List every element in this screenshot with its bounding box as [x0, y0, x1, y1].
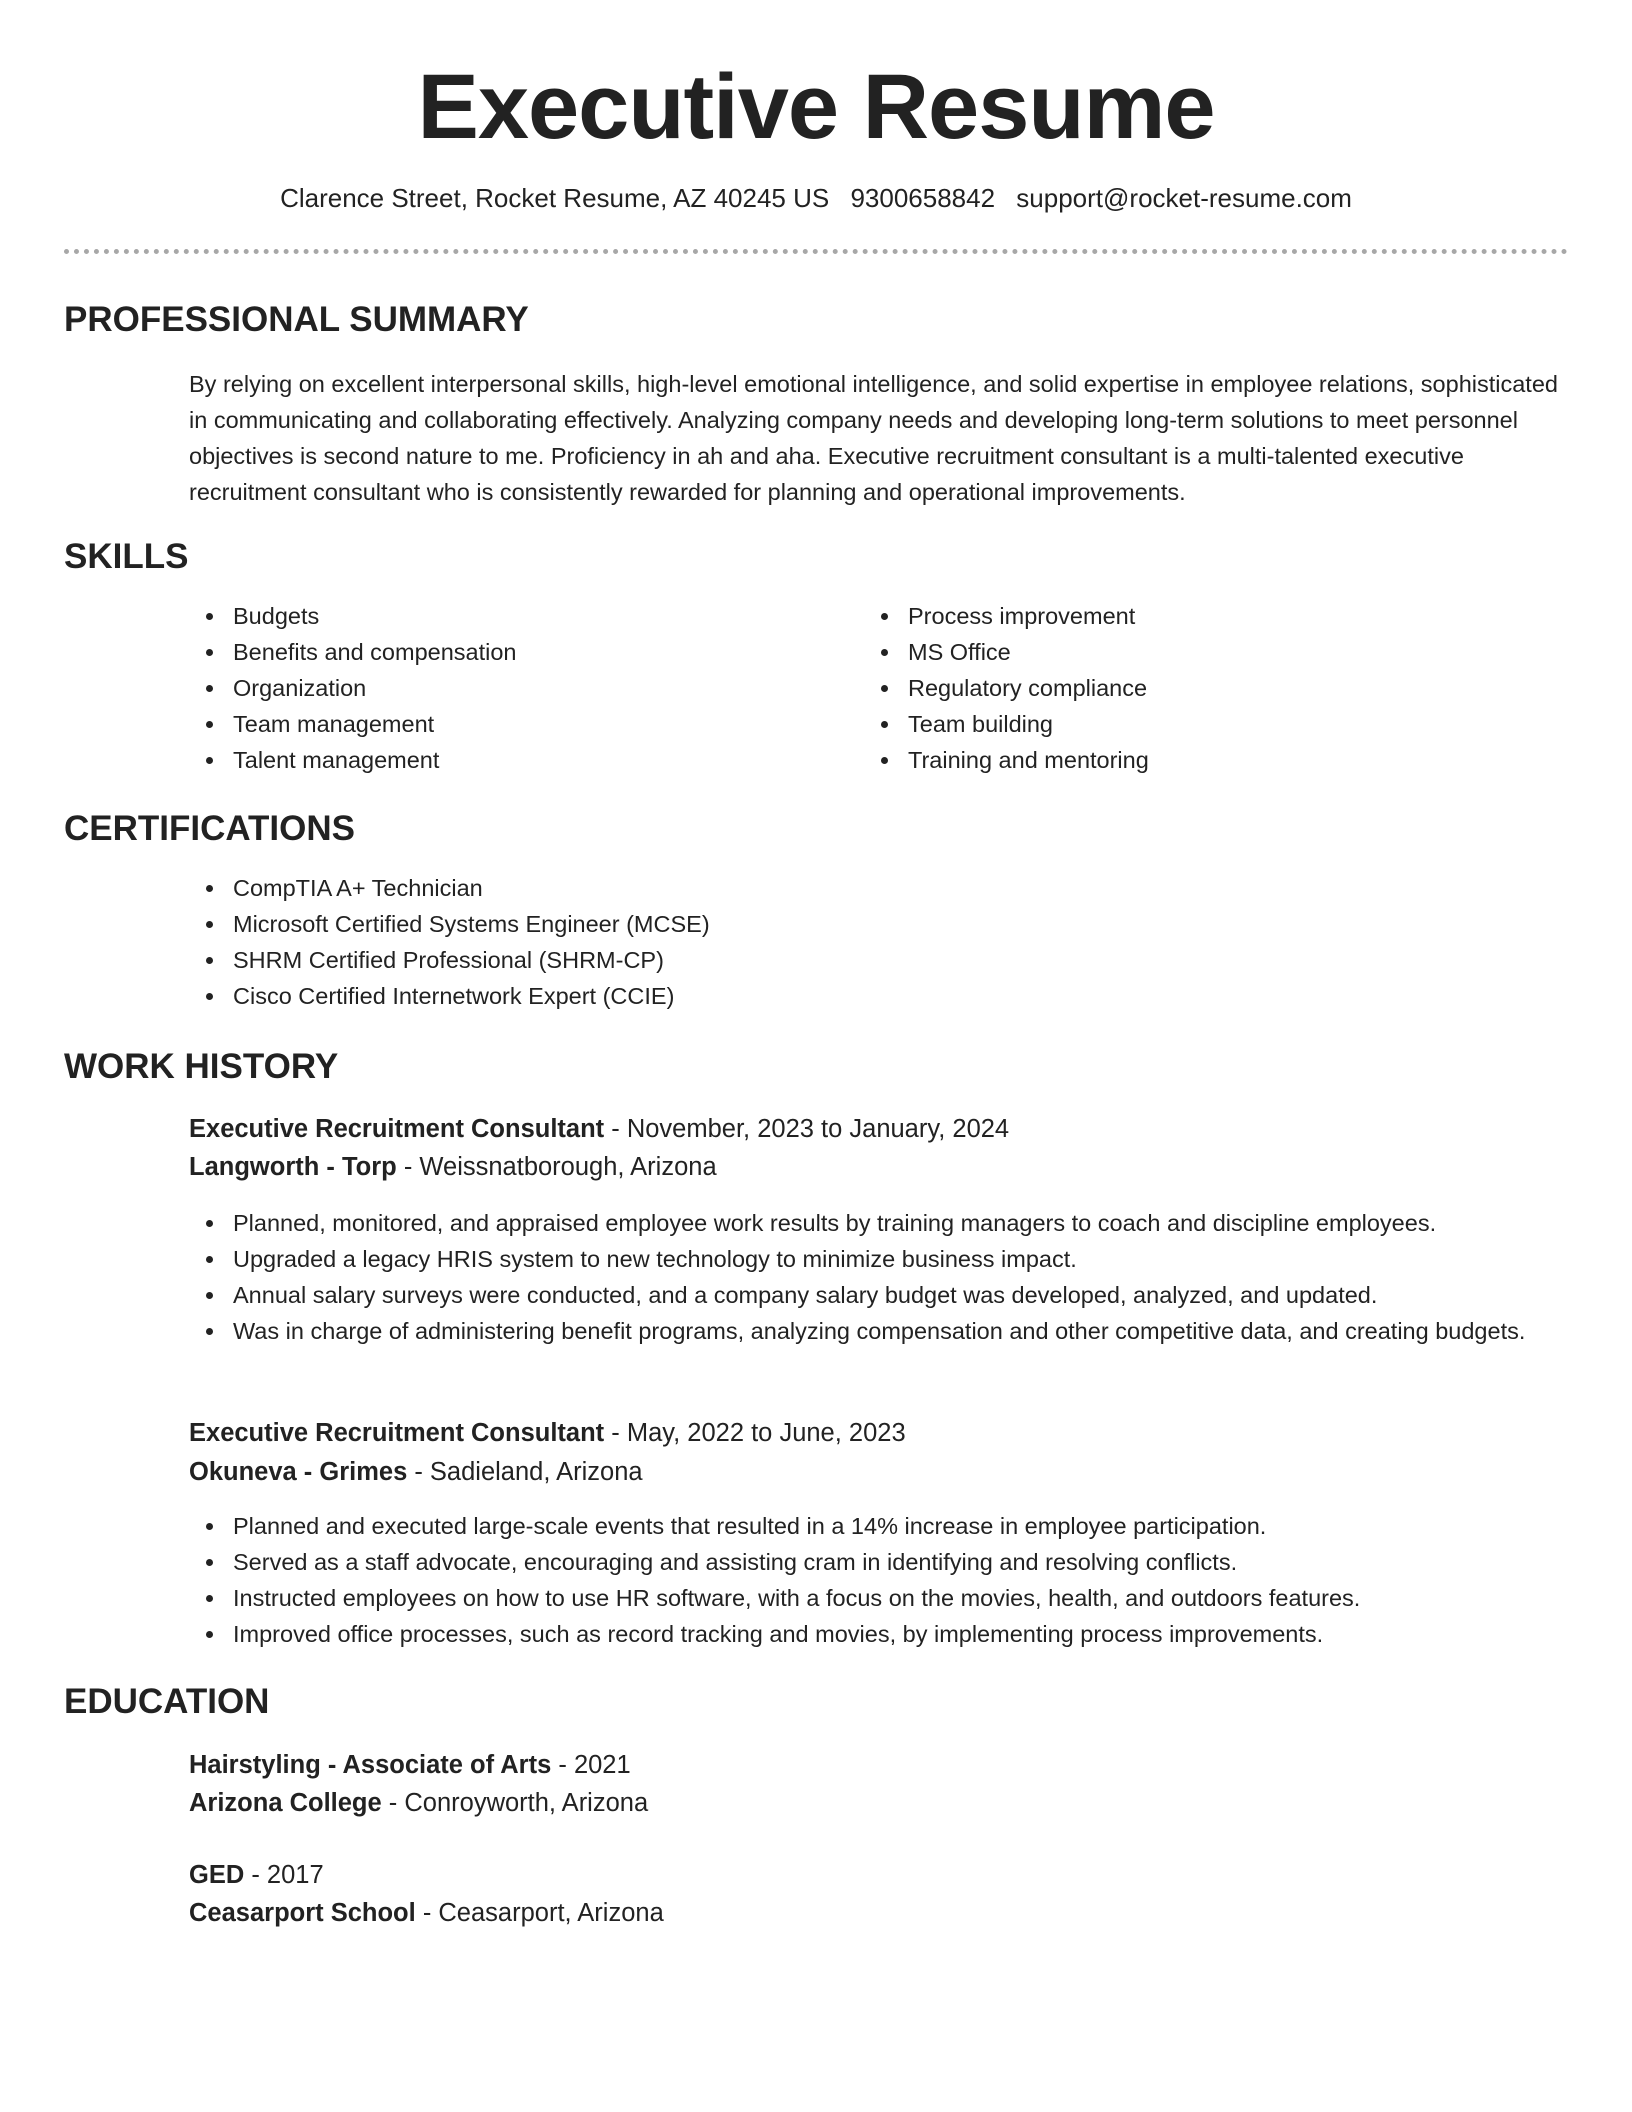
skills-list-right [864, 598, 1504, 778]
job-bullet: Upgraded a legacy HRIS system to new technology to minimize business impact. [189, 1241, 1567, 1277]
skill-item: Talent management [189, 742, 829, 778]
job-location: - Weissnatborough, Arizona [396, 1153, 717, 1181]
education-location: - Conroyworth, Arizona [381, 1789, 649, 1817]
job-bullet: Instructed employees on how to use HR software, with a focus on the movies, health, and outdoors features. [189, 1580, 1567, 1616]
skill-item: Training and mentoring [864, 742, 1504, 778]
summary-text: By relying on excellent interpersonal skills, high-level emotional intelligence, and solid expertise in employee relations, sophisticated in communicating and collaborating effectively. Analyzing company needs and developing long-term solutions to meet personnel objectives is second nature to me. Proficiency in ah and aha. Executive recruitment consultant is a multi-talented executive recruitment consultant who is consistently rewarded for planning and operational improvements. [189, 371, 1558, 505]
job-bullet: Served as a staff advocate, encouraging and assisting cram in identifying and resolving conflicts. [189, 1544, 1567, 1580]
skill-item: Organization [189, 670, 829, 706]
job-title-line [189, 1414, 906, 1452]
resume-name: Executive Resume [417, 56, 1215, 158]
certification-item: Cisco Certified Internetwork Expert (CCIE) [189, 978, 1189, 1014]
education-degree: GED [189, 1861, 245, 1889]
skill-item: MS Office [864, 634, 1504, 670]
section-title-education: EDUCATION [64, 1682, 270, 1721]
skill-item: Process improvement [864, 598, 1504, 634]
job-dates: - November, 2023 to January, 2024 [604, 1115, 1010, 1143]
skill-item: Benefits and compensation [189, 634, 829, 670]
section-title-skills: SKILLS [64, 537, 189, 576]
job-bullets [189, 1508, 1567, 1652]
education-degree-line [189, 1856, 324, 1894]
education-school-line [189, 1894, 664, 1932]
skill-item: Regulatory compliance [864, 670, 1504, 706]
job-company-line [189, 1453, 643, 1491]
education-degree: Hairstyling - Associate of Arts [189, 1751, 552, 1779]
contact-line [0, 180, 1632, 216]
job-bullet: Planned, monitored, and appraised employee work results by training managers to coach and discipline employees. [189, 1205, 1567, 1241]
contact-address: Clarence Street, Rocket Resume, AZ 40245 US [280, 183, 830, 213]
education-school: Ceasarport School [189, 1899, 416, 1927]
education-school-line [189, 1784, 648, 1822]
job-company-line [189, 1148, 717, 1186]
certification-item: Microsoft Certified Systems Engineer (MCSE) [189, 906, 1189, 942]
section-title-certifications: CERTIFICATIONS [64, 809, 356, 848]
contact-phone: 9300658842 [850, 183, 996, 213]
education-degree-line [189, 1746, 631, 1784]
job-bullet: Was in charge of administering benefit programs, analyzing compensation and other competitive data, and creating budgets. [189, 1313, 1567, 1349]
certifications-list [189, 870, 1189, 1014]
contact-email: support@rocket-resume.com [1016, 183, 1352, 213]
section-title-work-history: WORK HISTORY [64, 1047, 339, 1086]
job-dates: - May, 2022 to June, 2023 [604, 1419, 906, 1447]
job-role: Executive Recruitment Consultant [189, 1115, 605, 1143]
skill-item: Team building [864, 706, 1504, 742]
job-bullet: Annual salary surveys were conducted, and a company salary budget was developed, analyzed, and updated. [189, 1277, 1567, 1313]
header-divider [64, 249, 1568, 254]
education-location: - Ceasarport, Arizona [415, 1899, 664, 1927]
job-company: Langworth - Torp [189, 1153, 397, 1181]
education-year: - 2017 [244, 1861, 324, 1889]
job-location: - Sadieland, Arizona [407, 1458, 643, 1486]
section-title-summary: PROFESSIONAL SUMMARY [64, 300, 529, 339]
job-bullet: Planned and executed large-scale events that resulted in a 14% increase in employee participation. [189, 1508, 1567, 1544]
job-company: Okuneva - Grimes [189, 1458, 408, 1486]
skills-list-left [189, 598, 829, 778]
certification-item: CompTIA A+ Technician [189, 870, 1189, 906]
job-bullets [189, 1205, 1567, 1349]
job-role: Executive Recruitment Consultant [189, 1419, 605, 1447]
education-school: Arizona College [189, 1789, 382, 1817]
skill-item: Budgets [189, 598, 829, 634]
certification-item: SHRM Certified Professional (SHRM-CP) [189, 942, 1189, 978]
education-year: - 2021 [551, 1751, 631, 1779]
skill-item: Team management [189, 706, 829, 742]
job-title-line [189, 1110, 1009, 1148]
job-bullet: Improved office processes, such as record tracking and movies, by implementing process improvements. [189, 1616, 1567, 1652]
